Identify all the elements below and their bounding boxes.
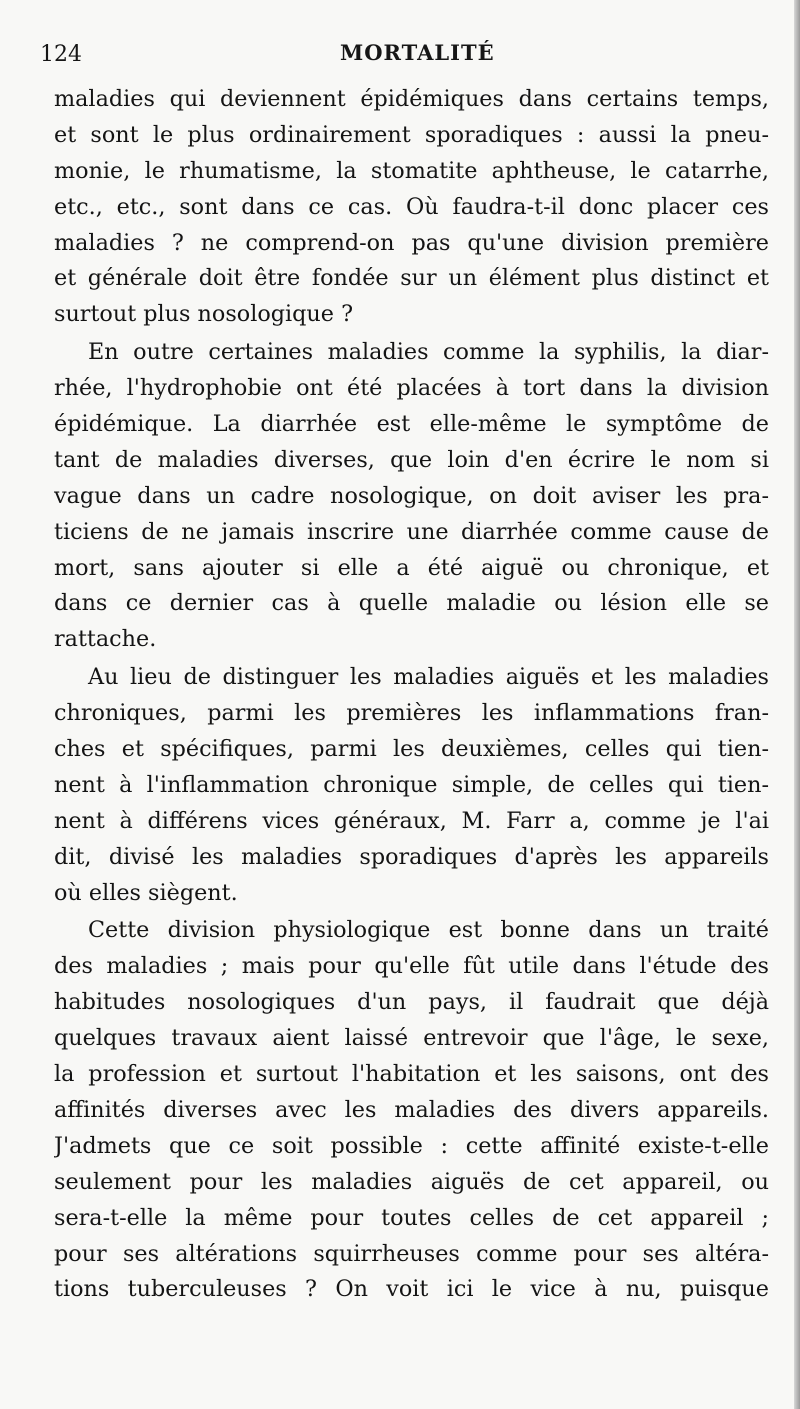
text-line: Au lieu de distinguer les maladies aiguës et les maladies — [88, 664, 769, 691]
text-line: mort, sans ajouter si elle a été aiguë ou chronique, et — [54, 554, 769, 581]
text-line: maladies qui deviennent épidémiques dans certains temps, — [54, 86, 769, 112]
text-line: seulement pour les maladies aiguës de cet appareil, ou — [54, 1168, 769, 1195]
text-line: où elles siègent. — [54, 879, 238, 906]
text-line: affinités diverses avec les maladies des divers appareils. — [54, 1096, 769, 1123]
text-line: etc., etc., sont dans ce cas. Où faudra-t-il donc placer ces — [54, 193, 769, 220]
text-line: chroniques, parmi les premières les inflammations fran- — [54, 700, 769, 727]
running-title: MORTALITÉ — [340, 40, 495, 65]
text-line: rattache. — [54, 626, 157, 653]
text-line: Cette division physiologique est bonne dans un traité — [88, 917, 769, 944]
text-line: pour ses altérations squirrheuses comme pour ses altéra- — [54, 1240, 769, 1267]
paragraph-2 — [54, 335, 769, 658]
text-line: En outre certaines maladies comme la syphilis, la diar- — [88, 339, 769, 366]
text-line: rhée, l'hydrophobie ont été placées à tort dans la division — [54, 375, 769, 402]
text-line: ches et spécifiques, parmi les deuxièmes, celles qui tien- — [54, 736, 769, 763]
text-line: monie, le rhumatisme, la stomatite aphtheuse, le catarrhe, — [54, 157, 769, 184]
text-line: des maladies ; mais pour qu'elle fût utile dans l'étude des — [54, 953, 769, 980]
text-line: tions tuberculeuses ? On voit ici le vice à nu, puisque — [54, 1276, 769, 1303]
text-line: habitudes nosologiques d'un pays, il faudrait que déjà — [54, 989, 769, 1016]
text-line: sera-t-elle la même pour toutes celles de cet appareil ; — [54, 1204, 769, 1231]
text-line: surtout plus nosologique ? — [54, 301, 354, 328]
paragraph-3 — [54, 660, 769, 911]
text-line: et sont le plus ordinairement sporadiques : aussi la pneu- — [54, 121, 769, 148]
text-line: dans ce dernier cas à quelle maladie ou lésion elle se — [54, 590, 769, 617]
text-line: tant de maladies diverses, que loin d'en écrire le nom si — [54, 446, 769, 473]
page-edge-shadow — [794, 0, 800, 1409]
text-line: nent à l'inflammation chronique simple, de celles qui tien- — [54, 771, 769, 798]
page-header — [40, 36, 760, 76]
text-line: et générale doit être fondée sur un élément plus distinct et — [54, 265, 769, 292]
page-number: 124 — [40, 42, 82, 67]
text-line: nent à différens vices généraux, M. Farr a, comme je l'ai — [54, 807, 769, 834]
paragraph-1 — [54, 82, 769, 333]
paragraph-4 — [54, 913, 769, 1308]
text-line: épidémique. La diarrhée est elle-même le symptôme de — [54, 411, 769, 438]
text-line: la profession et surtout l'habitation et les saisons, ont des — [54, 1061, 769, 1088]
body-text — [54, 82, 769, 1310]
text-line: dit, divisé les maladies sporadiques d'après les appareils — [54, 843, 769, 870]
text-line: ticiens de ne jamais inscrire une diarrhée comme cause de — [54, 518, 769, 545]
text-line: vague dans un cadre nosologique, on doit aviser les pra- — [54, 482, 769, 509]
text-line: J'admets que ce soit possible : cette affinité existe-t-elle — [54, 1132, 769, 1159]
text-line: quelques travaux aient laissé entrevoir que l'âge, le sexe, — [54, 1025, 769, 1052]
text-line: maladies ? ne comprend-on pas qu'une division première — [54, 229, 769, 256]
